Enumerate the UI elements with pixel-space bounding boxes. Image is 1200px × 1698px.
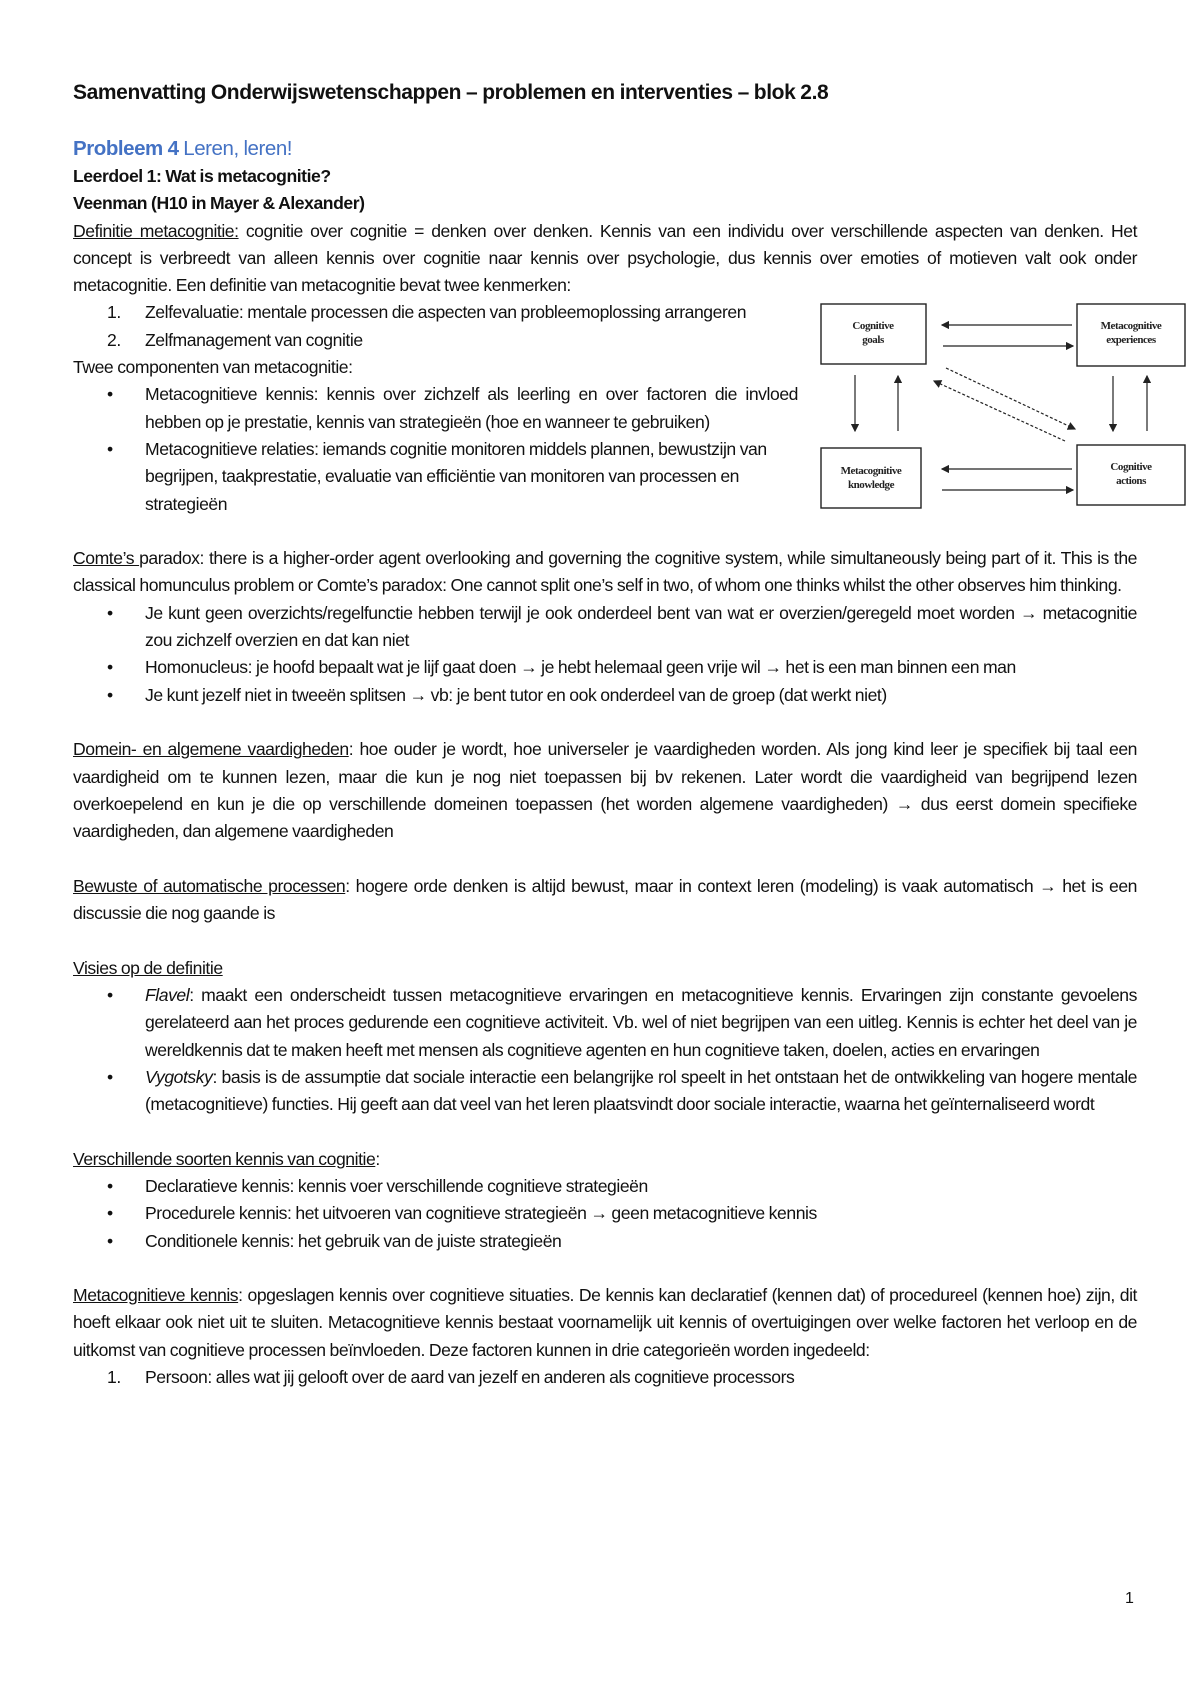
list-marker: 2. — [107, 329, 121, 350]
bullet: • — [107, 684, 113, 705]
list-text: Zelfmanagement van cognitie — [145, 329, 363, 350]
list-text: Declaratieve kennis: kennis voer verschillende cognitieve strategieën — [145, 1175, 648, 1196]
list-item — [73, 381, 1137, 436]
problem-number: Probleem 4 — [73, 137, 179, 160]
components-list — [73, 381, 1137, 517]
list-item — [73, 327, 1137, 354]
list-text: Metacognitieve kennis: kennis over zichzelf als leerling en over factoren die invloed hebben op je prestatie, kennis van strategieën (hoe en wanneer te gebruiken) — [145, 384, 798, 432]
processes-text: : hogere orde denken is altijd bewust, maar in context leren (modeling) is vaak automatisch → het is een discussie die nog gaande is — [73, 875, 1137, 924]
comte-list — [73, 600, 1137, 709]
domain-text: : hoe ouder je wordt, hoe universeler je vaardigheden worden. Als jong kind leer je specifiek bij taal een vaardigheid om te kunnen lezen, maar die kun je nog niet toepassen bij bv rekenen. Later wordt die vaardigheid van begrijpend lezen overkoepelend en kun je die op verschillende domeinen toepassen (het worden algemene vaardigheden) → dus eerst domein specifieke vaardigheden, dan algemene vaardigheden — [73, 739, 1138, 842]
components-intro: Twee componenten van metacognitie: — [73, 357, 353, 378]
bullet: • — [107, 984, 113, 1005]
bullet: • — [107, 1066, 113, 1087]
list-marker: 1. — [107, 1367, 121, 1388]
domain-label: Domein- en algemene vaardigheden — [73, 739, 349, 760]
list-item — [73, 654, 1137, 681]
list-item — [73, 1228, 1137, 1255]
list-text: Persoon: alles wat jij gelooft over de aard van jezelf en anderen als cognitieve processors — [145, 1367, 795, 1388]
list-item — [73, 982, 1137, 1064]
bullet: • — [107, 602, 113, 623]
list-text: Homonucleus: je hoofd bepaalt wat je lijf gaat doen → je hebt helemaal geen vrije wil → het is een man binnen een man — [145, 657, 1016, 678]
page-number: 1 — [1125, 1590, 1134, 1607]
problem-heading — [73, 135, 1137, 163]
box-label: Metacognitive — [1100, 320, 1162, 333]
document-title: Samenvatting Onderwijswetenschappen – problemen en interventies – blok 2.8 — [73, 81, 829, 104]
visions-list — [73, 982, 1137, 1118]
processes-label: Bewuste of automatische processen — [73, 875, 346, 896]
metacognitive-knowledge-text: : opgeslagen kennis over cognitieve situaties. De kennis kan declaratief (kennen dat) of procedureel (kennen hoe) zijn, dit hoeft elkaar ook niet uit te sluiten. Metacognitieve kennis bestaat voornamelijk uit kennis of overtuigingen over welke factoren het verloop en de uitkomst van cognitieve processen beïnvloeden. Deze factoren kunnen in drie categorieën worden ingedeeld: — [73, 1285, 1137, 1360]
factors-list — [73, 1364, 1137, 1391]
domain-paragraph — [73, 736, 1137, 845]
list-text: Je kunt jezelf niet in tweeën splitsen → vb: je bent tutor en ook onderdeel van de groep (dat werkt niet) — [145, 684, 887, 705]
definition-label: Definitie metacognitie: — [73, 220, 239, 241]
box-label: goals — [862, 334, 884, 347]
problem-title: Leren, leren! — [178, 137, 293, 160]
list-item — [73, 299, 1137, 326]
list-marker: 1. — [107, 302, 121, 323]
list-item — [73, 682, 1137, 709]
bullet: • — [107, 1230, 113, 1251]
source-heading: Veenman (H10 in Mayer & Alexander) — [73, 193, 365, 214]
metacognitive-knowledge-label: Metacognitieve kennis — [73, 1285, 239, 1306]
kenmerken-list — [73, 299, 1137, 354]
comte-text: paradox: there is a higher-order agent overlooking and governing the cognitive system, while simultaneously being part of it. This is the classical homunculus problem or Comte’s paradox: One cannot split one’s self in two, of whom one thinks whilst the other observes him thinking. — [73, 548, 1137, 596]
definition-paragraph — [73, 218, 1137, 300]
list-item — [73, 1064, 1137, 1119]
author-name: Vygotsky — [145, 1066, 213, 1087]
list-text: : maakt een onderscheidt tussen metacognitieve ervaringen en metacognitieve kennis. Ervaringen zijn constante gevoelens gerelateerd aan het proces gedurende een cognitieve activiteit. Vb. wel of niet begrijpen van een uitleg. Kennis is echter het deel van je wereldkennis dat te maken heeft met mensen als cognitieve agenten en hun cognitieve taken, doelen, acties en ervaringen — [145, 984, 1137, 1060]
list-item — [73, 1173, 1137, 1200]
list-text: Je kunt geen overzichts/regelfunctie hebben terwijl je ook onderdeel bent van wat er overzien/geregeld moet worden → metacognitie zou zichzelf overzien en dat kan niet — [145, 602, 1137, 651]
box-label: Cognitive — [852, 320, 894, 333]
learning-goal-heading: Leerdoel 1: Wat is metacognitie? — [73, 166, 331, 186]
list-item — [73, 1200, 1137, 1227]
list-text: Procedurele kennis: het uitvoeren van cognitieve strategieën → geen metacognitieve kennis — [145, 1203, 817, 1224]
knowledge-types-label: Verschillende soorten kennis van cognitie — [73, 1148, 376, 1169]
list-text: : basis is de assumptie dat sociale interactie een belangrijke rol speelt in het ontstaan het de ontwikkeling van hogere mentale (metacognitieve) functies. Hij geeft aan dat veel van het leren plaatsvindt door sociale interactie, waarna het geïnternaliseerd wordt — [145, 1066, 1137, 1115]
list-item — [73, 600, 1137, 655]
box-label: Cognitive — [1110, 461, 1152, 474]
visions-label: Visies op de definitie — [73, 957, 223, 978]
box-label: actions — [1116, 475, 1146, 488]
list-text: Conditionele kennis: het gebruik van de juiste strategieën — [145, 1230, 562, 1251]
metacognitive-knowledge-paragraph — [73, 1282, 1137, 1364]
author-name: Flavel — [145, 984, 190, 1005]
document-page — [73, 78, 1162, 1391]
bullet: • — [107, 1175, 113, 1196]
bullet: • — [107, 657, 113, 678]
comte-label: Comte’s — [73, 548, 140, 569]
list-item — [73, 1364, 1137, 1391]
box-label: experiences — [1106, 334, 1156, 347]
box-label: knowledge — [847, 479, 895, 492]
processes-paragraph — [73, 873, 1137, 928]
knowledge-types-list — [73, 1173, 1137, 1255]
list-item — [73, 436, 1137, 518]
bullet: • — [107, 384, 113, 405]
definition-text: cognitie over cognitie = denken over denken. Kennis van een individu over verschillende aspecten van denken. Het concept is verbreedt van alleen kennis over cognitie naar kennis over psychologie, dus kennis over emoties of motieven valt ook onder metacognitie. Een definitie van metacognitie bevat twee kenmerken: — [73, 220, 1138, 296]
knowledge-types-heading — [73, 1146, 1137, 1173]
list-text: Metacognitieve relaties: iemands cognitie monitoren middels plannen, bewustzijn van begrijpen, taakprestatie, evaluatie van efficiëntie van monitoren van processen en strategieën — [145, 438, 767, 514]
bullet: • — [107, 1203, 113, 1224]
comte-paragraph — [73, 545, 1137, 600]
bullet: • — [107, 438, 113, 459]
box-label: Metacognitive — [840, 465, 902, 478]
colon: : — [375, 1148, 380, 1169]
visions-heading — [73, 955, 1137, 982]
list-text: Zelfevaluatie: mentale processen die aspecten van probleemoplossing arrangeren — [145, 302, 747, 323]
